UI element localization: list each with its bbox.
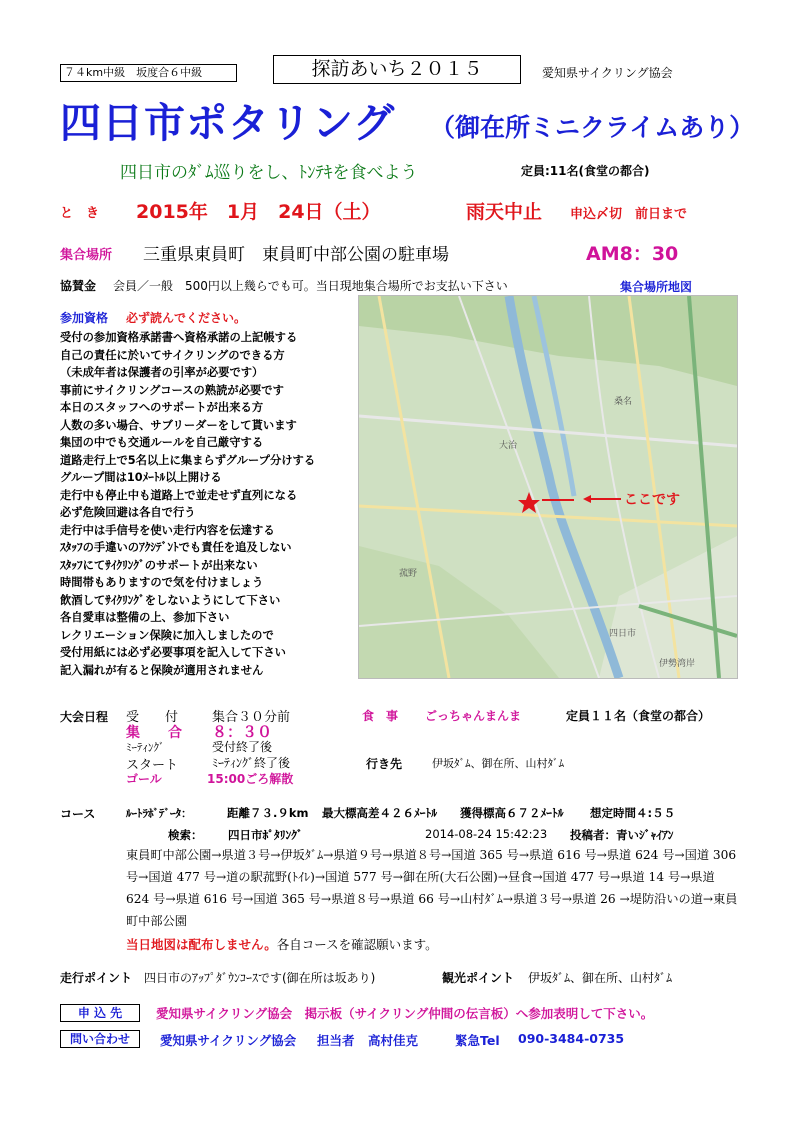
meeting-label: 集合場所: [60, 248, 113, 263]
meal-place: ごっちゃんまんま: [425, 709, 522, 723]
rule-item: ｽﾀｯﾌの手違いのｱｸｼﾃﾞﾝﾄでも責任を追及しない: [60, 541, 292, 554]
rule-item: 走行中は手信号を使い走行内容を伝達する: [60, 523, 275, 537]
meeting-place: 三重県東員町 東員町中部公園の駐車場: [143, 245, 449, 265]
contact-person: 高村佳克: [368, 1033, 419, 1048]
rule-item: ｽﾀｯﾌにてｻｲｸﾘﾝｸﾞのサポートが出来ない: [60, 558, 258, 572]
contact-tel-label: 緊急Tel: [455, 1033, 500, 1048]
rule-item: 走行中も停止中も道路上で並走せず直列になる: [60, 488, 298, 502]
title-capacity: 定員:11名(食堂の都合): [521, 164, 650, 178]
start-time: ﾐｰﾃｨﾝｸﾞ終了後: [212, 756, 291, 770]
rule-item: 時間帯もありますので気を付けましょう: [60, 576, 264, 589]
route-distance: 距離７３.９km: [227, 806, 309, 820]
meal-capacity: 定員１１名（食堂の都合）: [566, 709, 711, 723]
rule-item: レクリエーション保険に加入しましたので: [60, 628, 274, 642]
gather-time: ８：３０: [212, 723, 273, 741]
rule-item: 必ず危険回避は各自で行う: [60, 506, 196, 519]
map-place-label: 四日市: [609, 629, 637, 639]
rule-item: グループ間は10ﾒｰﾄﾙ以上開ける: [60, 471, 222, 484]
meal-label: 食 事: [362, 709, 399, 723]
main-title: 四日市ポタリング: [60, 99, 396, 147]
ride-point: 四日市のｱｯﾌﾟﾀﾞｳﾝｺｰｽです(御在所は坂あり): [144, 971, 376, 985]
route-description: 東員町中部公園→県道３号→伊坂ﾀﾞﾑ→県道９号→県道８号→国道 365 号→県道 616 号→県道 624 号→国道 306 号→国道 477 号→道の駅菰野(ﾄｲﾚ)→国道 577 号→御在所(大石公園)→昼食→国道 477 号→県道 14 号→県道 624 号→県道 616 号→国道 365 号→県道８号→県道 66 号→山村ﾀﾞﾑ→県道３号→県道 26 →堤防沿いの道→東員町中部公園: [126, 848, 738, 928]
sub-title: （御在所ミニクライムあり）: [430, 113, 755, 142]
meeting-map-label: 集合場所地図: [620, 280, 693, 294]
rule-item: 各自愛車は整備の上、参加下さい: [60, 611, 230, 624]
rule-item: 本日のスタッフへのサポートが出来る方: [60, 401, 264, 414]
deadline: 申込〆切 前日まで: [570, 207, 688, 222]
apply-label: 申 込 先: [60, 1004, 140, 1022]
contact-tel: 090-3484-0735: [518, 1031, 625, 1046]
destination-label: 行き先: [366, 757, 403, 771]
meeting-session-time: 受付終了後: [212, 740, 273, 754]
route-data-label: ﾙｰﾄﾗﾎﾞﾃﾞｰﾀ：: [126, 807, 192, 820]
course-label: コース: [60, 807, 96, 821]
goal-label: ゴール: [126, 772, 162, 786]
tagline: 四日市のﾀﾞﾑ巡りをし、ﾄﾝﾃｷを食べよう: [120, 163, 418, 183]
rule-item: 受付の参加資格承諾書へ資格承諾の上記帳する: [60, 331, 298, 344]
sight-point-label: 観光ポイント: [442, 971, 515, 985]
rule-item: 記入漏れが有ると保険が適用されません: [60, 663, 264, 677]
route-time: 想定時間４:５５: [590, 806, 676, 820]
map-place-label: 伊勢湾岸: [659, 659, 696, 669]
map-place-label: 桑名: [614, 397, 633, 407]
apply-text: 愛知県サイクリング協会 掲示板（サイクリング仲間の伝言板）へ参加表明して下さい。: [156, 1006, 654, 1021]
map-place-label: 菰野: [399, 569, 418, 579]
posted-date: 2014-08-24 15:42:23: [425, 827, 548, 841]
organizer: 愛知県サイクリング協会: [542, 66, 673, 80]
reception-label: 受 付: [126, 710, 179, 725]
poster: 投稿者：青いｼﾞｬｲｱﾝ: [570, 828, 674, 842]
date-label: と き: [60, 206, 100, 221]
reception-time: 集合３０分前: [212, 710, 291, 725]
route-notice-text: 各自コースを確認願います。: [276, 937, 438, 952]
route-max-altitude: 最大標高差４２６ﾒｰﾄﾙ: [322, 806, 437, 820]
gather-label: 集 合: [126, 725, 182, 741]
rule-item: （未成年者は保護者の引率が必要です）: [60, 366, 264, 379]
qualification-rules: [60, 329, 315, 679]
map-graphic: [359, 296, 737, 678]
search-label: 検索：: [168, 828, 203, 842]
event-name-box: 探訪あいち２０１５: [273, 55, 521, 84]
qualification-label: 参加資格: [60, 311, 109, 325]
meeting-map: [358, 295, 738, 679]
map-place-label: 大治: [499, 441, 518, 451]
route-elevation-gain: 獲得標高６７２ﾒｰﾄﾙ: [460, 806, 564, 820]
route-notice: [126, 935, 438, 953]
ride-point-label: 走行ポイント: [60, 971, 133, 985]
meeting-session-label: ﾐｰﾃｨﾝｸﾞ: [126, 741, 165, 754]
rule-item: 集団の中でも交通ルールを自己厳守する: [60, 436, 264, 449]
map-here-label: ここです: [624, 492, 680, 508]
search-keyword: 四日市ﾎﾟﾀﾘﾝｸﾞ: [228, 828, 303, 842]
rule-item: 人数の多い場合、サブリーダーをして貰います: [60, 418, 297, 432]
qualification-note: 必ず読んでください。: [126, 311, 247, 325]
start-label: スタート: [126, 758, 179, 773]
rule-item: 事前にサイクリングコースの熟読が必要です: [60, 383, 284, 397]
rule-item: 道路走行上で5名以上に集まらずグループ分けする: [60, 453, 316, 467]
fee-text: 会員／一般 500円以上幾らでも可。当日現地集合場所でお支払い下さい: [113, 279, 508, 293]
contact-org: 愛知県サイクリング協会: [160, 1033, 297, 1048]
fee-label: 協賛金: [60, 279, 97, 293]
goal-time: 15:00ごろ解散: [207, 772, 294, 786]
meeting-time: AM8：30: [586, 243, 679, 265]
route-notice-red: 当日地図は配布しません。: [126, 937, 277, 952]
rule-item: 自己の責任に於いてサイクリングのできる方: [60, 348, 285, 362]
schedule-label: 大会日程: [60, 710, 109, 724]
destination: 伊坂ﾀﾞﾑ、御在所、山村ﾀﾞﾑ: [432, 757, 564, 770]
contact-person-label: 担当者: [317, 1033, 355, 1048]
contact-label: 問い合わせ: [60, 1030, 140, 1048]
rule-item: 受付用紙には必ず必要事項を記入して下さい: [60, 646, 286, 659]
rain-cancel: 雨天中止: [466, 201, 543, 223]
date-value: 2015年 1月 24日（土）: [136, 201, 381, 223]
level-box: ７４km中級 坂度合６中級: [60, 64, 237, 82]
rule-item: 飲酒してｻｲｸﾘﾝｸﾞをしないようにして下さい: [60, 593, 281, 607]
sight-point: 伊坂ﾀﾞﾑ、御在所、山村ﾀﾞﾑ: [528, 971, 673, 985]
